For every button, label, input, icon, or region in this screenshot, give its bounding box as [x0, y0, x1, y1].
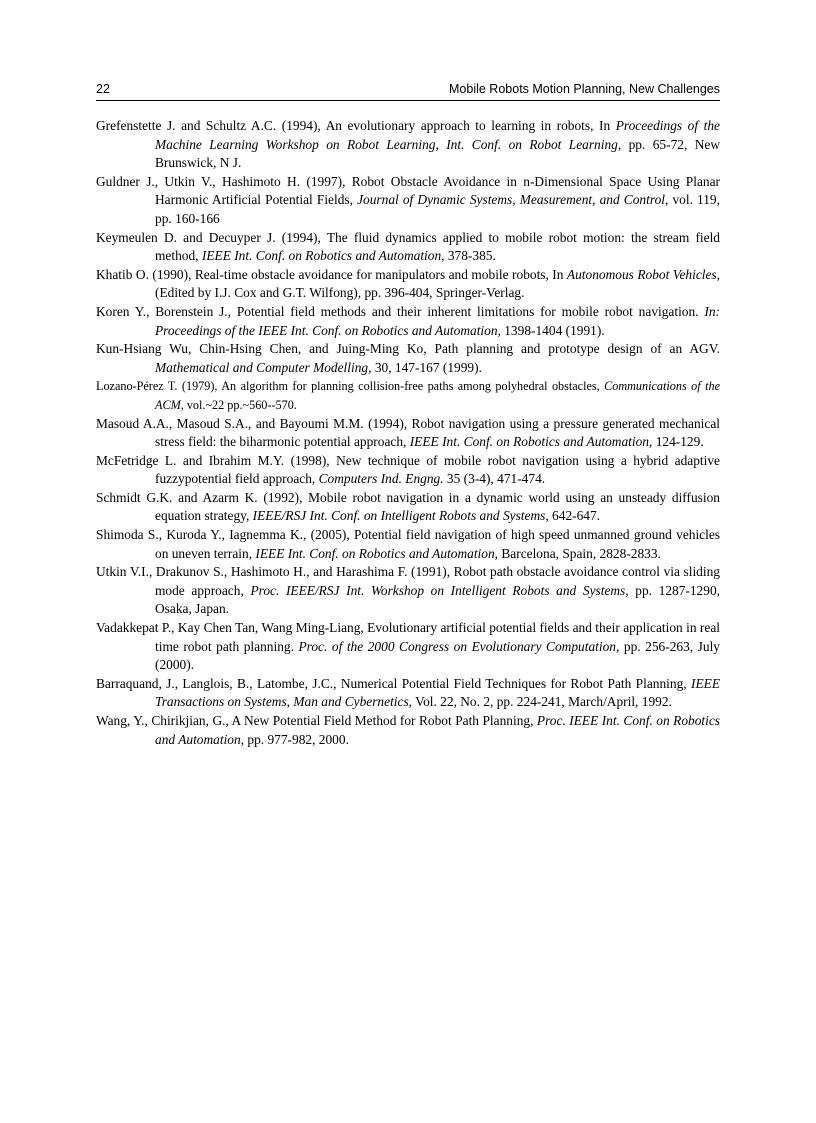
reference-entry [96, 489, 720, 526]
reference-venue: Autonomous Robot Vehicles, [566, 266, 720, 282]
reference-entry [96, 303, 720, 340]
reference-entry [96, 117, 720, 173]
reference-entry [96, 229, 720, 266]
reference-venue: Proceedings of the Machine Learning Workshop on Robot Learning, Int. Conf. on Robot Learning, [155, 118, 720, 152]
reference-venue: Journal of Dynamic Systems, Measurement, and Control [357, 192, 665, 208]
reference-details: (Edited by I.J. Cox and G.T. Wilfong), pp. 396-404, Springer-Verlag. [155, 285, 525, 301]
reference-venue: IEEE/RSJ Int. Conf. on Intelligent Robots and Systems [252, 508, 546, 524]
reference-authors-title: Shimoda S., Kuroda Y., Iagnemma K., (2005), Potential field navigation of high speed unmanned ground vehicles on uneven terrain, [96, 527, 720, 561]
reference-details: 30, 147-167 (1999). [371, 359, 482, 375]
reference-details: , vol. 119, pp. 160-166 [155, 192, 720, 226]
reference-entry [96, 266, 720, 303]
reference-venue: Proc. of the 2000 Congress on Evolutionary Computation, [298, 638, 620, 654]
reference-authors-title: Utkin V.I., Drakunov S., Hashimoto H., and Harashima F. (1991), Robot path obstacle avoidance control via sliding mode approach, [96, 564, 720, 598]
reference-authors-title: Guldner J., Utkin V., Hashimoto H. (1997), Robot Obstacle Avoidance in n-Dimensional Space Using Planar Harmonic Artificial Potential Fields, [96, 173, 720, 208]
reference-details: , vol.~22 pp.~560--570. [180, 397, 297, 412]
page-number: 22 [96, 82, 110, 96]
reference-entry [96, 377, 720, 414]
reference-entry [96, 526, 720, 563]
running-header [96, 80, 720, 101]
reference-venue: IEEE Int. Conf. on Robotics and Automation [409, 434, 649, 450]
reference-details: 35 (3-4), 471-474. [443, 471, 546, 487]
reference-list [96, 117, 720, 749]
reference-details: pp. 256-263, July (2000). [155, 638, 720, 673]
reference-authors-title: Grefenstette J. and Schultz A.C. (1994), An evolutionary approach to learning in robots, In [96, 118, 616, 133]
reference-entry [96, 415, 720, 452]
reference-details: 1398-1404 (1991). [500, 322, 605, 338]
reference-venue: Proc. IEEE Int. Conf. on Robotics and Automation [155, 713, 720, 747]
reference-venue: In: Proceedings of the IEEE Int. Conf. on Robotics and Automation, [155, 303, 720, 338]
reference-authors-title: McFetridge L. and Ibrahim M.Y. (1998), New technique of mobile robot navigation using a hybrid adaptive fuzzypotential field approach, [96, 452, 720, 487]
reference-authors-title: Keymeulen D. and Decuyper J. (1994), The fluid dynamics applied to mobile robot motion: the stream field method, [96, 229, 720, 264]
reference-venue: Proc. IEEE/RSJ Int. Workshop on Intelligent Robots and Systems, [250, 582, 629, 598]
reference-entry [96, 173, 720, 229]
reference-authors-title: Schmidt G.K. and Azarm K. (1992), Mobile robot navigation in a dynamic world using an unsteady diffusion equation strategy, [96, 489, 720, 524]
reference-entry [96, 619, 720, 675]
reference-details: , 124-129. [649, 434, 704, 450]
reference-venue: IEEE Int. Conf. on Robotics and Automation [201, 248, 442, 264]
reference-authors-title: Barraquand, J., Langlois, B., Latombe, J.C., Numerical Potential Field Techniques for Robot Path Planning, [96, 675, 691, 691]
reference-authors-title: Lozano-Pérez T. (1979), An algorithm for planning collision-free paths among polyhedral obstacles, [96, 379, 605, 394]
reference-venue: Communications of the ACM [155, 379, 720, 412]
reference-entry [96, 563, 720, 619]
reference-details: , 642-647. [545, 508, 601, 524]
reference-authors-title: Koren Y., Borenstein J., Potential field methods and their inherent limitations for mobile robot navigation. [96, 303, 705, 319]
reference-authors-title: Wang, Y., Chirikjian, G., A New Potential Field Method for Robot Path Planning, [96, 713, 537, 728]
reference-details: , pp. 977-982, 2000. [240, 731, 349, 747]
reference-details: pp. 1287-1290, Osaka, Japan. [155, 582, 720, 617]
book-title: Mobile Robots Motion Planning, New Challenges [449, 82, 720, 96]
reference-venue: Mathematical and Computer Modelling, [155, 359, 372, 375]
reference-venue: Computers Ind. Engng. [318, 471, 444, 487]
reference-entry [96, 452, 720, 489]
reference-details: , Barcelona, Spain, 2828-2833. [494, 545, 661, 561]
reference-entry [96, 340, 720, 377]
reference-authors-title: Khatib O. (1990), Real-time obstacle avoidance for manipulators and mobile robots, In [96, 266, 567, 282]
reference-authors-title: Kun-Hsiang Wu, Chin-Hsing Chen, and Juing-Ming Ko, Path planning and prototype design of an AGV. [96, 341, 720, 357]
reference-details: , 378-385. [441, 248, 496, 264]
reference-venue: IEEE Transactions on Systems, Man and Cybernetics [155, 675, 720, 710]
reference-details: , Vol. 22, No. 2, pp. 224-241, March/April, 1992. [408, 694, 672, 710]
reference-entry [96, 675, 720, 712]
reference-authors-title: Vadakkepat P., Kay Chen Tan, Wang Ming-Liang, Evolutionary artificial potential fields and their application in real time robot path planning. [96, 620, 720, 654]
reference-authors-title: Masoud A.A., Masoud S.A., and Bayoumi M.M. (1994), Robot navigation using a pressure generated mechanical stress field: the biharmonic potential approach, [96, 415, 720, 450]
reference-details: pp. 65-72, New Brunswick, N J. [155, 136, 720, 171]
reference-venue: IEEE Int. Conf. on Robotics and Automation [255, 545, 495, 561]
reference-entry [96, 712, 720, 749]
